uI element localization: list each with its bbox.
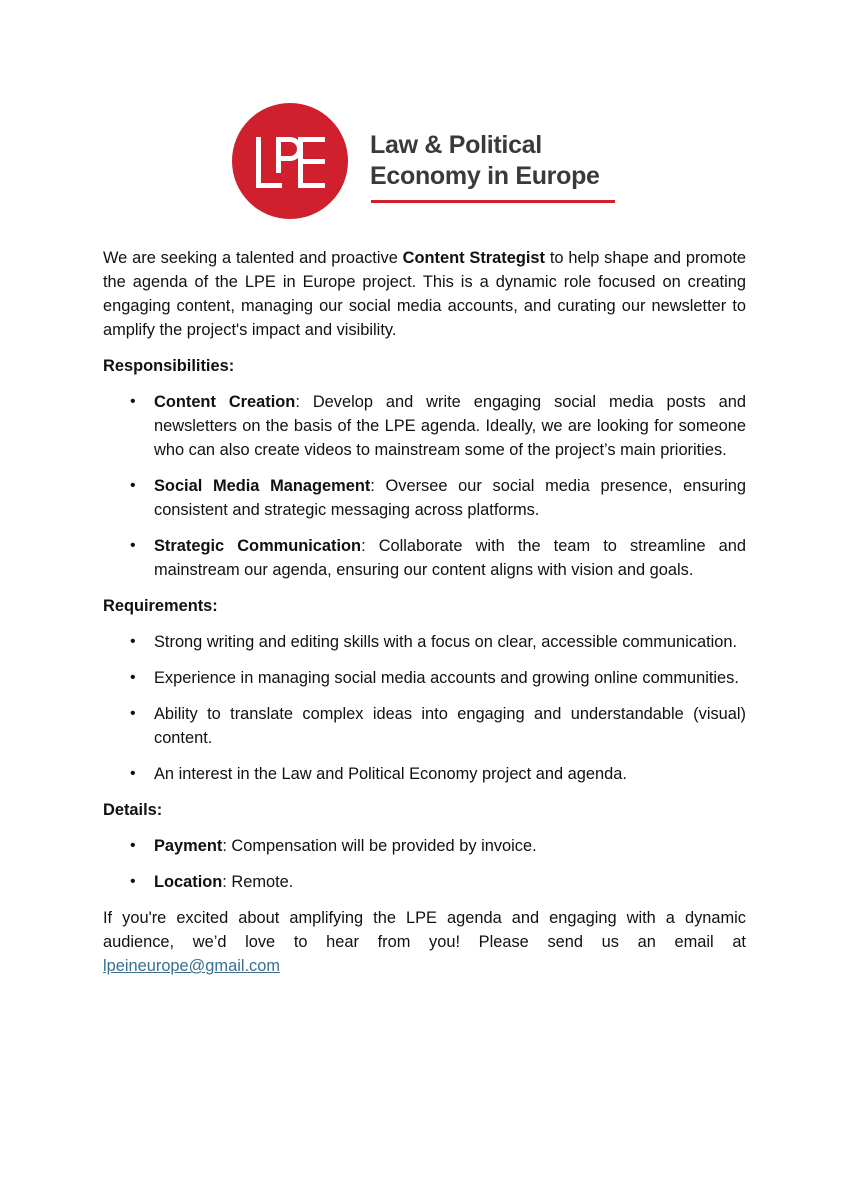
list-item — [103, 702, 746, 750]
item-text: Strong writing and editing skills with a focus on clear, accessible communication. — [154, 633, 738, 651]
bullet-icon: • — [130, 633, 136, 650]
bullet-icon: • — [130, 765, 136, 782]
lpe-monogram-icon — [232, 103, 348, 219]
bullet-icon: • — [130, 477, 136, 494]
list-item — [103, 390, 746, 462]
item-text: : Collaborate with the team to streamline and mainstream our agenda, ensuring our content aligns with vision and goals. — [154, 537, 746, 579]
list-item — [103, 834, 746, 858]
details-list — [103, 834, 746, 894]
closing-paragraph — [103, 906, 746, 978]
item-text: Experience in managing social media accounts and growing online communities. — [154, 669, 739, 687]
item-text: : Compensation will be provided by invoice. — [222, 837, 537, 855]
requirements-list — [103, 630, 746, 786]
intro-text-end: to help shape and promote the agenda of the LPE in Europe project. This is a dynamic role focused on creating engaging content, managing our social media accounts, and curating our newsletter to amplify the project's impact and visibility. — [103, 249, 746, 339]
logo-name-line2: Economy in Europe — [370, 162, 600, 190]
list-item — [103, 666, 746, 690]
item-text: : Remote. — [222, 873, 294, 891]
item-text: An interest in the Law and Political Economy project and agenda. — [154, 765, 627, 783]
item-title: Strategic Communication — [154, 537, 362, 555]
job-posting-body — [103, 246, 746, 978]
bullet-icon: • — [130, 873, 136, 890]
bullet-icon: • — [130, 393, 136, 410]
closing-text: If you're excited about amplifying the LPE agenda and engaging with a dynamic audience, we’d love to hear from you! Please send us an email at — [103, 909, 746, 951]
list-item — [103, 762, 746, 786]
list-item — [103, 474, 746, 522]
bullet-icon: • — [130, 537, 136, 554]
bullet-icon: • — [130, 705, 136, 722]
details-heading: Details: — [103, 801, 163, 819]
logo-wordmark — [370, 130, 630, 192]
list-item — [103, 630, 746, 654]
requirements-heading: Requirements: — [103, 597, 218, 615]
responsibilities-heading: Responsibilities: — [103, 357, 235, 375]
logo-underline — [371, 200, 615, 203]
email-link[interactable]: lpeineurope@gmail.com — [103, 957, 280, 975]
lpe-logo-mark — [232, 103, 348, 219]
logo-name-line1: Law & Political — [370, 131, 542, 159]
item-text: Ability to translate complex ideas into engaging and understandable (visual) content. — [154, 705, 746, 747]
item-text: : Oversee our social media presence, ensuring consistent and strategic messaging across platforms. — [154, 477, 746, 519]
intro-paragraph — [103, 246, 746, 342]
bullet-icon: • — [130, 669, 136, 686]
item-title: Social Media Management — [154, 477, 371, 495]
item-title: Payment — [154, 837, 223, 855]
item-title: Content Creation — [154, 393, 296, 411]
list-item — [103, 870, 746, 894]
item-title: Location — [154, 873, 223, 891]
item-text: : Develop and write engaging social media posts and newsletters on the basis of the LPE agenda. Ideally, we are looking for someone who can also create videos to mainstream some of the project’s main priorities. — [154, 393, 746, 459]
responsibilities-list — [103, 390, 746, 582]
list-item — [103, 534, 746, 582]
intro-text-start: We are seeking a talented and proactive — [103, 249, 403, 267]
role-title: Content Strategist — [402, 249, 545, 267]
bullet-icon: • — [130, 837, 136, 854]
logo — [232, 103, 632, 219]
